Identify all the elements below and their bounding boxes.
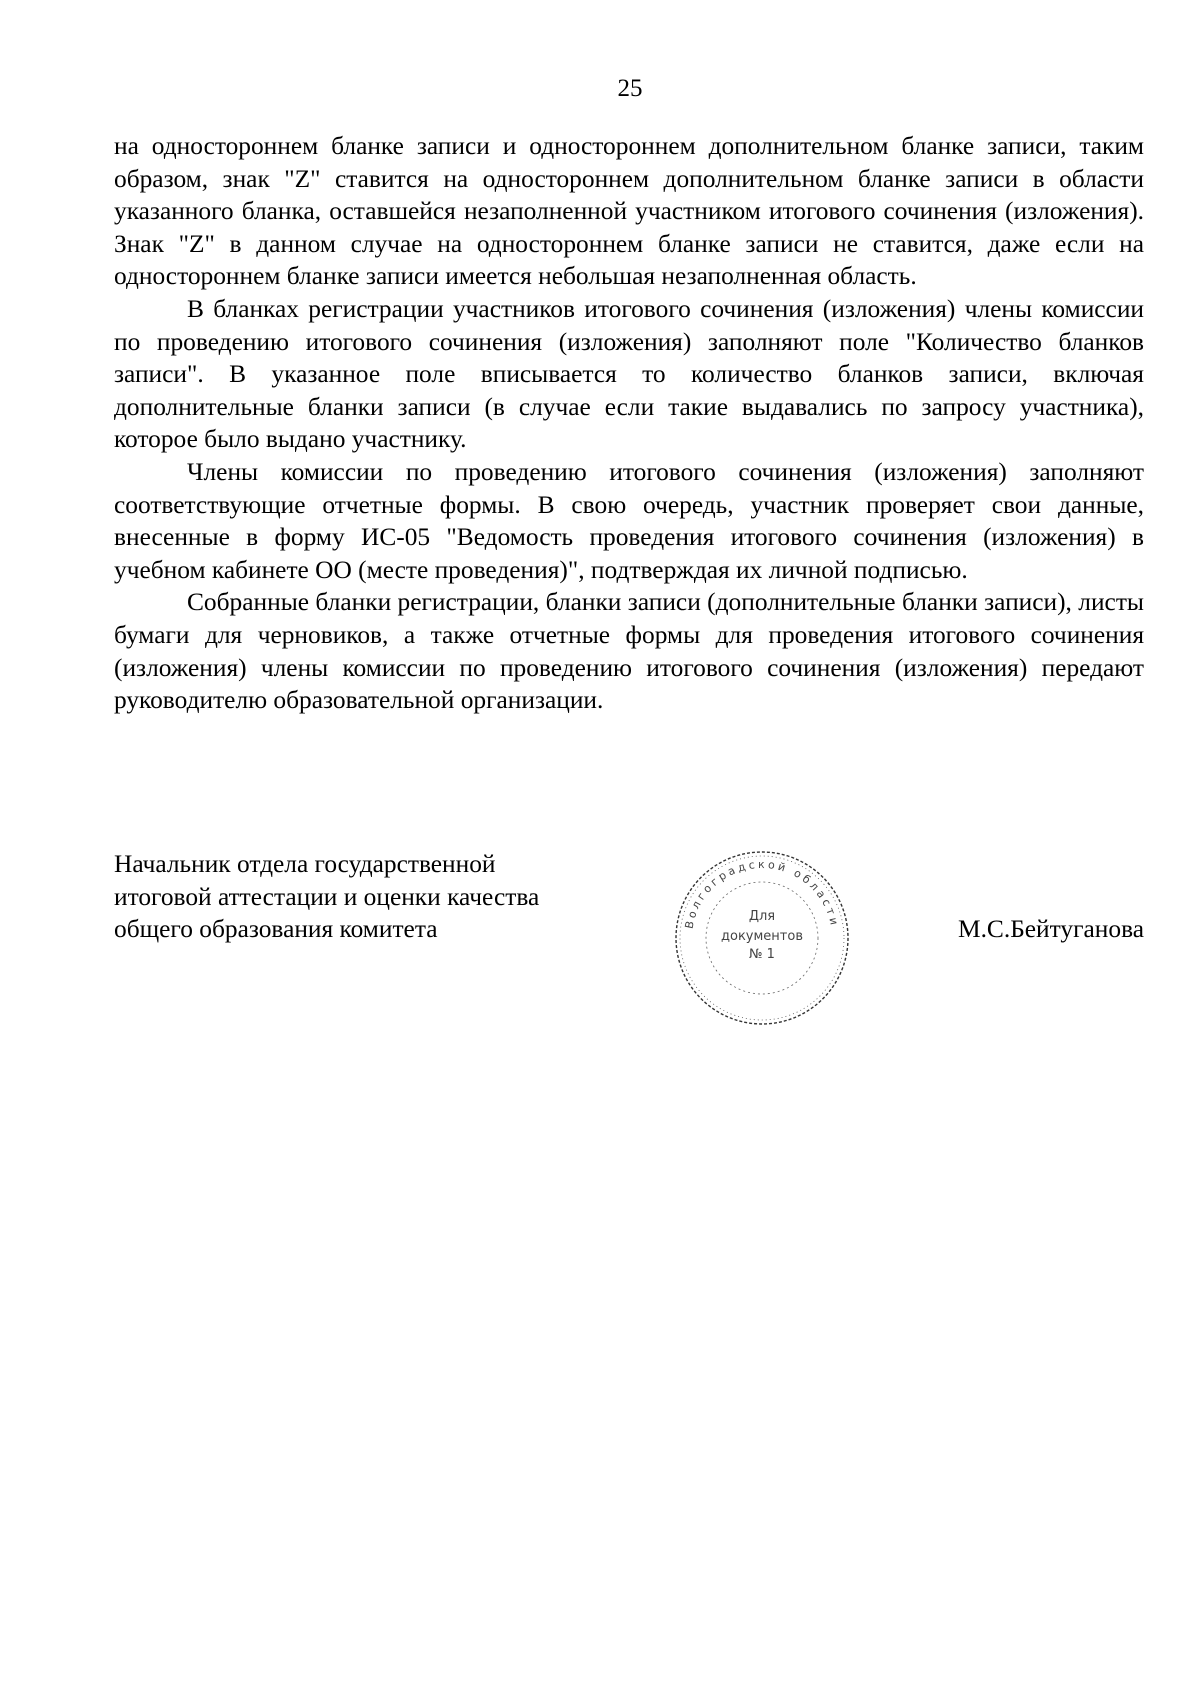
signer-position-line: общего образования комитета (114, 915, 438, 944)
stamp-line: документов (721, 929, 803, 944)
paragraph-collected-forms: Собранные бланки регистрации, бланки записи (дополнительные бланки записи), листы бумаги для черновиков, а также отчетные формы для проведения итогового сочинения (изложения) члены комиссии по проведению итогового сочинения (изложения) передают руководителю образовательной организации. (114, 588, 1144, 715)
signature-block (114, 848, 1144, 1018)
stamp-line: Для (748, 909, 776, 924)
signer-name: М.С.Бейтуганова (958, 915, 1144, 943)
paragraph-registration-forms: В бланках регистрации участников итогового сочинения (изложения) члены комиссии по проведению итогового сочинения (изложения) заполняют поле "Количество бланков записи". В указанное поле вписывается то количество бланков записи, включая дополнительные бланки записи (в случае если такие выдавались по запросу участника), которое было выдано участнику. (114, 294, 1144, 454)
page-number: 25 (617, 75, 643, 102)
signer-position-line: итоговой аттестации и оценки качества (114, 882, 540, 911)
document-body (114, 130, 1144, 717)
stamp-ring-text: Волгоградской области (682, 857, 842, 930)
signer-position (114, 848, 634, 946)
paragraph-continuation: на одностороннем бланке записи и одностороннем дополнительном бланке записи, таким образом, знак "Z" ставится на одностороннем дополнительном бланке записи в области указанного бланка, оставшейся незаполненной участником итогового сочинения (изложения). Знак "Z" в данном случае на одностороннем бланке записи не ставится, даже если на одностороннем бланке записи имеется небольшая незаполненная область. (114, 132, 1144, 291)
official-stamp (662, 848, 862, 1028)
signer-position-line: Начальник отдела государственной (114, 850, 496, 878)
stamp-line: № 1 (749, 947, 775, 962)
paragraph-report-forms: Члены комиссии по проведению итогового сочинения (изложения) заполняют соответствующие отчетные формы. В свою очередь, участник проверяет свои данные, внесенные в форму ИС-05 "Ведомость проведения итогового сочинения (изложения) в учебном кабинете ОО (месте проведения)", подтверждая их личной подписью. (114, 457, 1144, 584)
